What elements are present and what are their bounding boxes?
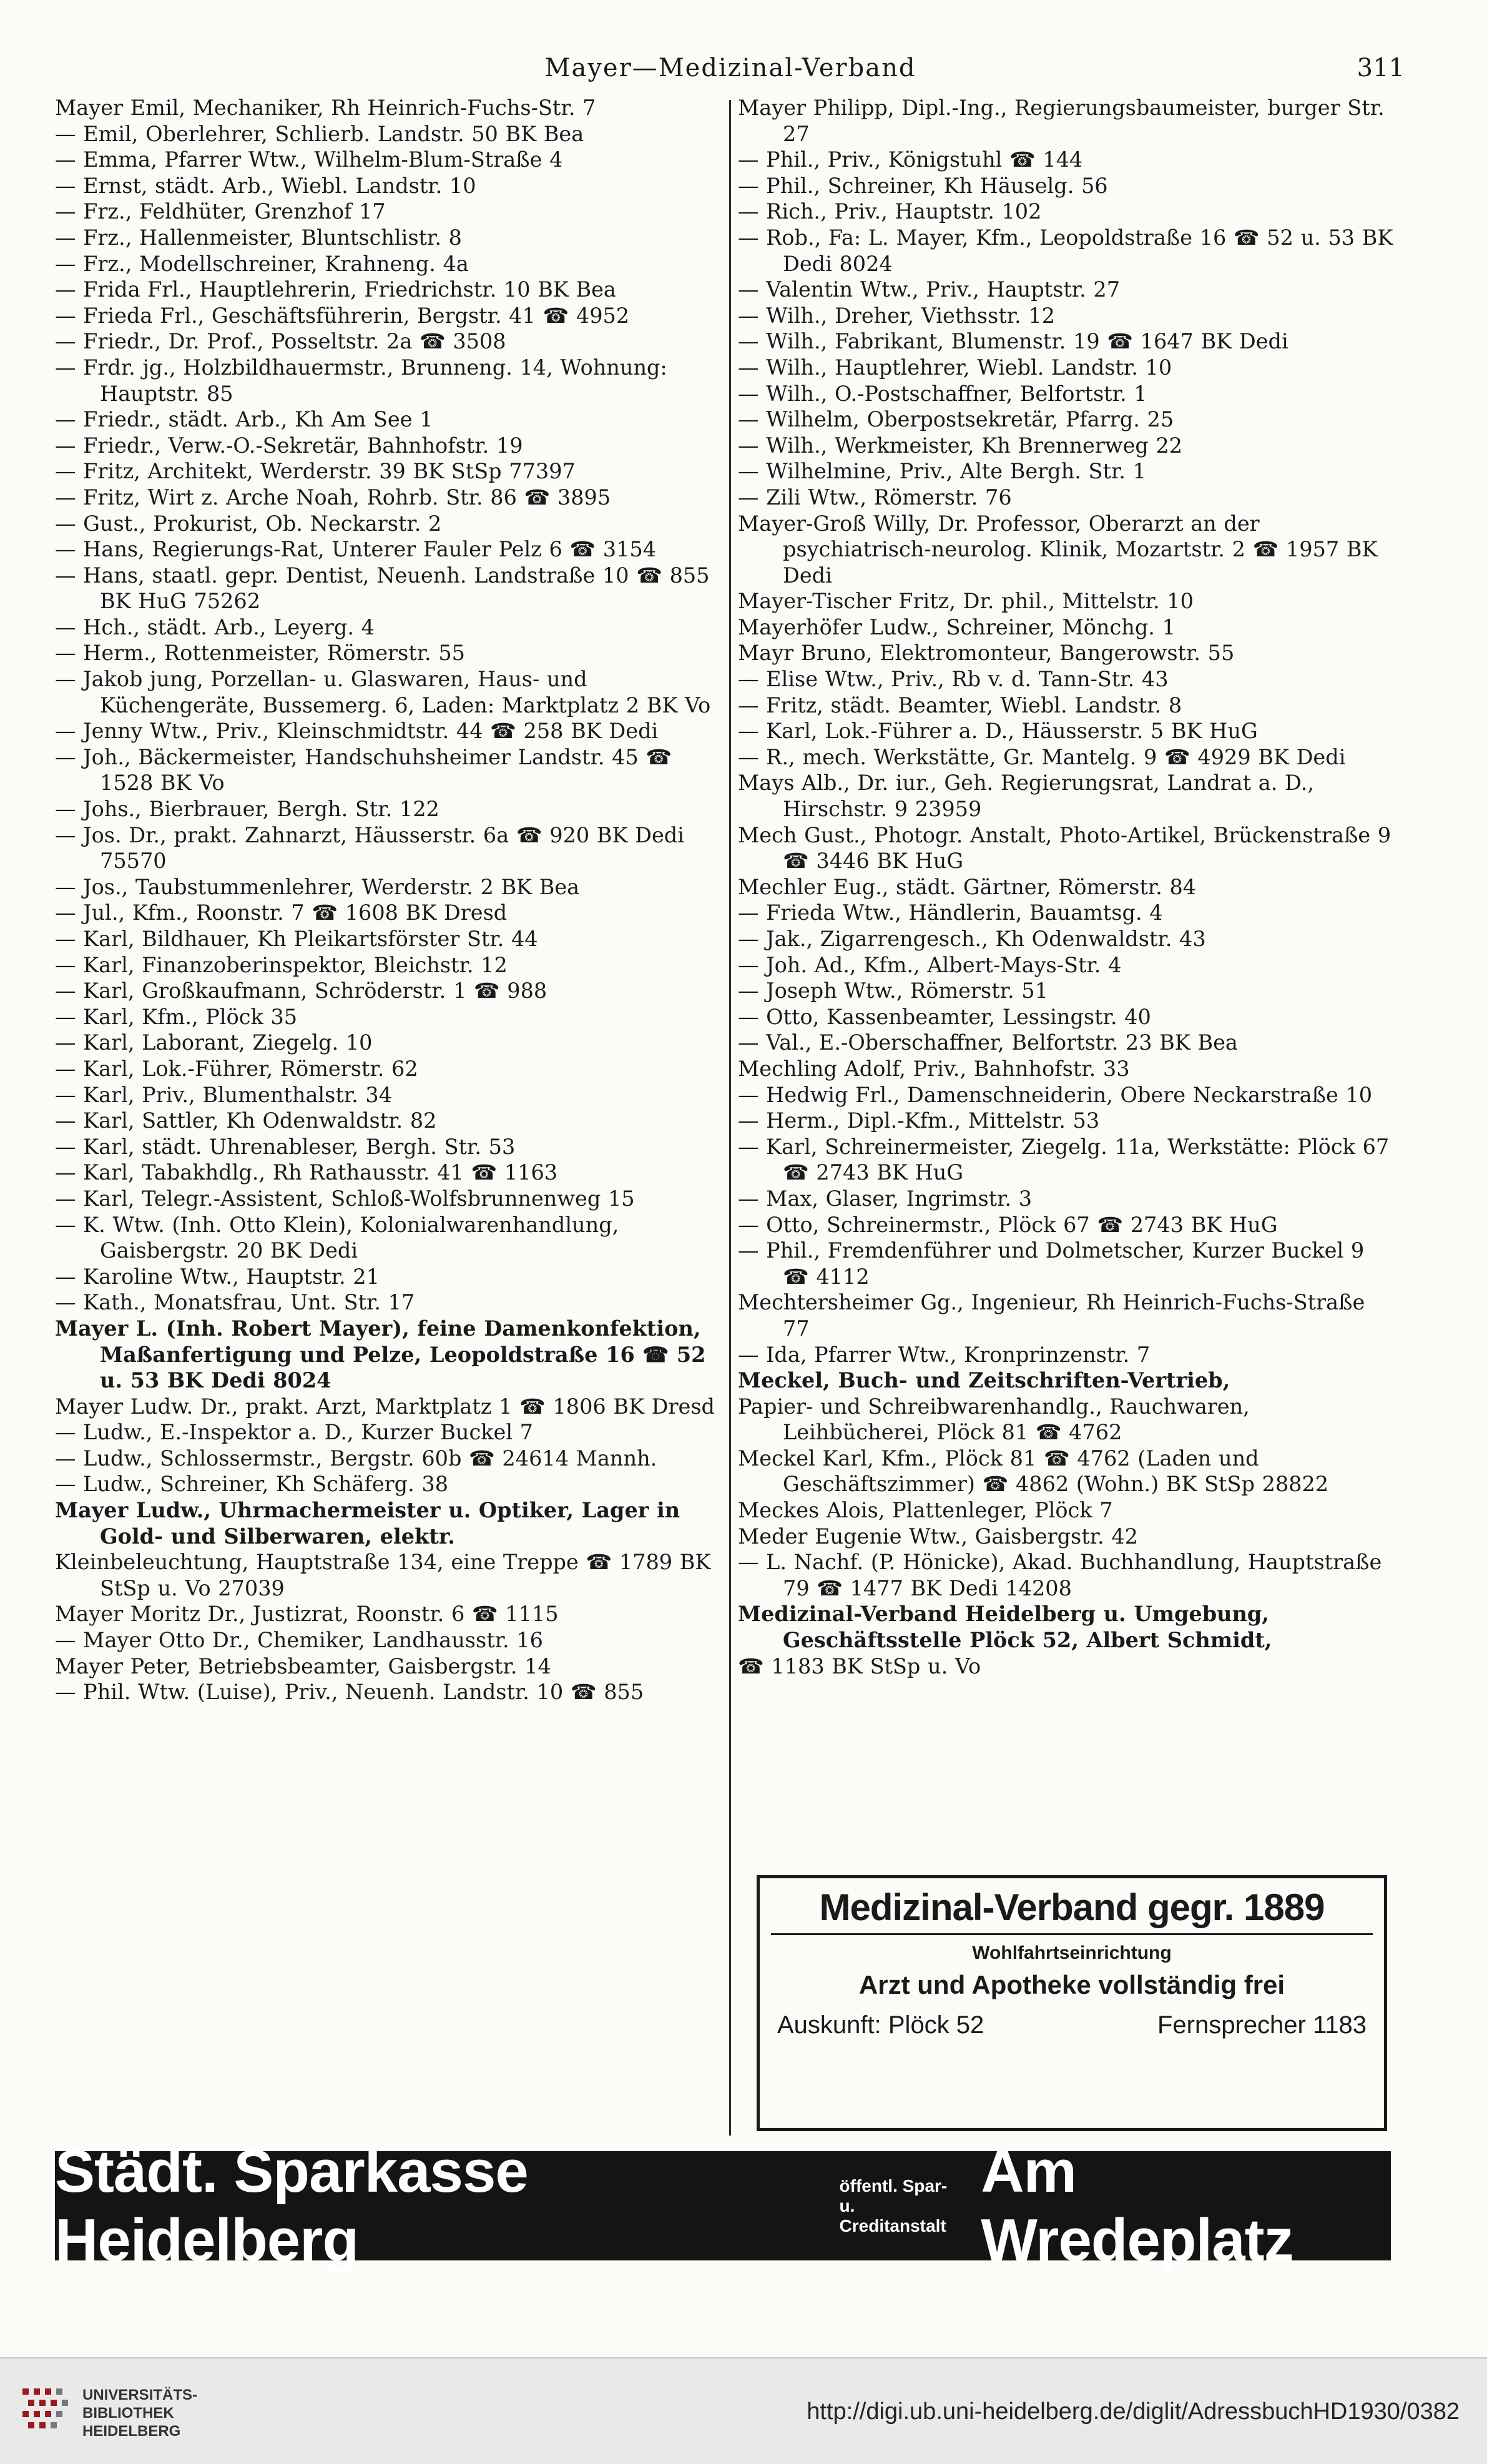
ad-main-text: Arzt und Apotheke vollständig frei — [858, 1970, 1285, 1999]
directory-entry: — Frieda Wtw., Händlerin, Bauamtsg. 4 — [738, 900, 1163, 925]
directory-entry: — Karl, Lok.-Führer, Römerstr. 62 — [55, 1056, 418, 1081]
directory-entry: — Ida, Pfarrer Wtw., Kronprinzenstr. 7 — [738, 1342, 1151, 1367]
directory-entry: — Friedr., städt. Arb., Kh Am See 1 — [55, 407, 433, 432]
right-column — [738, 95, 1393, 1679]
directory-entry: — Karl, Sattler, Kh Odenwaldstr. 82 — [55, 1108, 437, 1133]
directory-entry: Medizinal-Verband Heidelberg u. Umgebung, Geschäftsstelle Plöck 52, Albert Schmidt, — [738, 1602, 1272, 1653]
directory-entry: — Jos., Taubstummenlehrer, Werderstr. 2 BK Bea — [55, 874, 580, 899]
directory-entry: — Zili Wtw., Römerstr. 76 — [738, 485, 1012, 510]
banner-right-text: Am Wredeplatz — [981, 2137, 1293, 2274]
directory-entry: — R., mech. Werkstätte, Gr. Mantelg. 9 ☎ 4929 BK Dedi — [738, 744, 1346, 769]
directory-entry: Mech Gust., Photogr. Anstalt, Photo-Artikel, Brückenstraße 9 ☎ 3446 BK HuG — [738, 822, 1391, 874]
directory-entry: Kleinbeleuchtung, Hauptstraße 134, eine Treppe ☎ 1789 BK StSp u. Vo 27039 — [55, 1550, 711, 1600]
directory-entry: — Emma, Pfarrer Wtw., Wilhelm-Blum-Straße 4 — [55, 147, 563, 172]
ad-title: Medizinal-Verband gegr. 1889 — [771, 1885, 1373, 1935]
directory-entry: — Jenny Wtw., Priv., Kleinschmidtstr. 44 ☎ 258 BK Dedi — [55, 719, 659, 744]
directory-entry: — Friedr., Dr. Prof., Posseltstr. 2a ☎ 3508 — [55, 329, 506, 354]
directory-entry: — Joh. Ad., Kfm., Albert-Mays-Str. 4 — [738, 952, 1122, 977]
directory-entry: — K. Wtw. (Inh. Otto Klein), Kolonialwarenhandlung, Gaisbergstr. 20 BK Dedi — [55, 1212, 619, 1263]
directory-entry: Meckel Karl, Kfm., Plöck 81 ☎ 4762 (Laden und Geschäftszimmer) ☎ 4862 (Wohn.) BK StSp 28822 — [738, 1446, 1329, 1497]
directory-entry: ☎ 1183 BK StSp u. Vo — [738, 1653, 981, 1678]
directory-entry: Mayer-Groß Willy, Dr. Professor, Oberarzt an der psychiatrisch-neurolog. Klinik, Mozartstr. 2 ☎ 1957 BK Dedi — [738, 511, 1378, 588]
ad-info-phone: Fernsprecher 1183 — [1157, 2011, 1367, 2039]
directory-entry: — Karl, Telegr.-Assistent, Schloß-Wolfsbrunnenweg 15 — [55, 1186, 635, 1211]
directory-entry: — Karl, städt. Uhrenableser, Bergh. Str. 53 — [55, 1134, 516, 1159]
directory-entry: — Karoline Wtw., Hauptstr. 21 — [55, 1264, 380, 1289]
directory-entry: — Kath., Monatsfrau, Unt. Str. 17 — [55, 1290, 415, 1315]
directory-entry: — Frida Frl., Hauptlehrerin, Friedrichstr. 10 BK Bea — [55, 277, 616, 302]
directory-entry: Mayer Moritz Dr., Justizrat, Roonstr. 6 ☎ 1115 — [55, 1602, 559, 1627]
banner-small-text — [840, 2176, 964, 2236]
directory-entry: — Karl, Großkaufmann, Schröderstr. 1 ☎ 988 — [55, 978, 547, 1003]
column-divider — [729, 100, 731, 2136]
directory-entry: — Valentin Wtw., Priv., Hauptstr. 27 — [738, 277, 1121, 302]
ad-subtitle: Wohlfahrtseinrichtung — [972, 1943, 1172, 1963]
directory-entry: — Karl, Kfm., Plöck 35 — [55, 1004, 298, 1029]
banner-small-line2: Creditanstalt — [839, 2215, 946, 2235]
directory-entry: — Otto, Kassenbeamter, Lessingstr. 40 — [738, 1004, 1151, 1029]
directory-entry: — Frz., Hallenmeister, Bluntschlistr. 8 — [55, 225, 462, 250]
directory-entry: Mayer Philipp, Dipl.-Ing., Regierungsbaumeister, burger Str. 27 — [738, 96, 1385, 146]
directory-entry: — Herm., Dipl.-Kfm., Mittelstr. 53 — [738, 1108, 1100, 1133]
directory-entry: — Wilh., Dreher, Viethsstr. 12 — [738, 303, 1055, 328]
directory-entry: — Frdr. jg., Holzbildhauermstr., Brunneng. 14, Wohnung: Hauptstr. 85 — [55, 355, 667, 406]
directory-entry: — Ludw., Schlossermstr., Bergstr. 60b ☎ 24614 Mannh. — [55, 1446, 657, 1471]
directory-entry: — Frieda Frl., Geschäftsführerin, Bergstr. 41 ☎ 4952 — [55, 303, 630, 328]
directory-entry: Mayer Ludw. Dr., prakt. Arzt, Marktplatz 1 ☎ 1806 BK Dresd — [55, 1394, 715, 1419]
directory-entry: Meder Eugenie Wtw., Gaisbergstr. 42 — [738, 1524, 1138, 1549]
directory-entry: — Ernst, städt. Arb., Wiebl. Landstr. 10 — [55, 173, 476, 198]
directory-entry: — Karl, Tabakhdlg., Rh Rathausstr. 41 ☎ 1163 — [55, 1160, 558, 1185]
directory-entry: — Joseph Wtw., Römerstr. 51 — [738, 978, 1048, 1003]
directory-entry: — Emil, Oberlehrer, Schlierb. Landstr. 50 BK Bea — [55, 121, 584, 146]
directory-entry: — Hch., städt. Arb., Leyerg. 4 — [55, 614, 375, 639]
directory-entry: — Wilhelmine, Priv., Alte Bergh. Str. 1 — [738, 459, 1146, 484]
directory-entry: Mechtersheimer Gg., Ingenieur, Rh Heinrich-Fuchs-Straße 77 — [738, 1290, 1365, 1341]
directory-entry: — Phil., Priv., Königstuhl ☎ 144 — [738, 147, 1083, 172]
banner-small-line1: öffentl. Spar- u. — [839, 2176, 948, 2215]
page-title: Mayer—Medizinal-Verband — [544, 54, 916, 82]
directory-entry: — Wilh., Hauptlehrer, Wiebl. Landstr. 10 — [738, 355, 1172, 380]
directory-entry: — Wilh., Fabrikant, Blumenstr. 19 ☎ 1647 BK Dedi — [738, 329, 1288, 354]
directory-entry: — Karl, Laborant, Ziegelg. 10 — [55, 1030, 373, 1055]
directory-entry: — Frz., Feldhüter, Grenzhof 17 — [55, 199, 386, 224]
source-url-link[interactable]: http://digi.ub.uni-heidelberg.de/diglit/AdressbuchHD1930/0382 — [807, 2398, 1460, 2425]
directory-entry: — Frz., Modellschreiner, Krahneng. 4a — [55, 251, 469, 276]
directory-entry: — Johs., Bierbrauer, Bergh. Str. 122 — [55, 797, 439, 822]
directory-entry: — Karl, Lok.-Führer a. D., Häusserstr. 5 BK HuG — [738, 719, 1258, 744]
directory-entry: — Ludw., Schreiner, Kh Schäferg. 38 — [55, 1472, 449, 1497]
directory-entry: Mayer-Tischer Fritz, Dr. phil., Mittelstr. 10 — [738, 589, 1194, 614]
directory-entry: Papier- und Schreibwarenhandlg., Rauchwaren, Leihbücherei, Plöck 81 ☎ 4762 — [738, 1394, 1250, 1445]
ad-footer — [771, 2011, 1373, 2039]
directory-entry: — Jakob jung, Porzellan- u. Glaswaren, Haus- und Küchengeräte, Bussemerg. 6, Laden: Marktplatz 2 BK Vo — [55, 667, 711, 717]
library-name — [82, 2386, 197, 2440]
directory-entry: — Fritz, städt. Beamter, Wiebl. Landstr. 8 — [738, 692, 1182, 717]
library-name-line3: HEIDELBERG — [82, 2423, 181, 2440]
left-column — [55, 95, 726, 1705]
directory-entry: Mayer Peter, Betriebsbeamter, Gaisbergstr. 14 — [55, 1653, 551, 1678]
directory-entry: Mays Alb., Dr. iur., Geh. Regierungsrat, Landrat a. D., Hirschstr. 9 23959 — [738, 771, 1315, 822]
directory-entry: Mechler Eug., städt. Gärtner, Römerstr. 84 — [738, 874, 1197, 899]
directory-entry: Meckes Alois, Plattenleger, Plöck 7 — [738, 1498, 1113, 1523]
directory-entry: — Wilh., Werkmeister, Kh Brennerweg 22 — [738, 433, 1183, 458]
banner-left-text: Städt. Sparkasse Heidelberg — [55, 2137, 528, 2274]
directory-entry: — Fritz, Architekt, Werderstr. 39 BK StSp 77397 — [55, 459, 576, 484]
directory-entry: — Karl, Bildhauer, Kh Pleikartsförster Str. 44 — [55, 927, 538, 951]
directory-entry: — Max, Glaser, Ingrimstr. 3 — [738, 1186, 1033, 1211]
directory-entry: — Karl, Finanzoberinspektor, Bleichstr. 12 — [55, 952, 508, 977]
directory-entry: — Wilhelm, Oberpostsekretär, Pfarrg. 25 — [738, 407, 1174, 432]
directory-entry: — Gust., Prokurist, Ob. Neckarstr. 2 — [55, 511, 442, 536]
directory-entry: — Phil. Wtw. (Luise), Priv., Neuenh. Landstr. 10 ☎ 855 — [55, 1680, 644, 1705]
directory-entry: — Mayer Otto Dr., Chemiker, Landhausstr. 16 — [55, 1628, 543, 1653]
directory-entry: Mechling Adolf, Priv., Bahnhofstr. 33 — [738, 1056, 1130, 1081]
directory-entry: — Jos. Dr., prakt. Zahnarzt, Häusserstr. 6a ☎ 920 BK Dedi 75570 — [55, 822, 684, 874]
directory-entry: — Val., E.-Oberschaffner, Belfortstr. 23 BK Bea — [738, 1030, 1238, 1055]
sparkasse-banner — [55, 2137, 1391, 2274]
directory-entry: — Joh., Bäckermeister, Handschuhsheimer Landstr. 45 ☎ 1528 BK Vo — [55, 744, 672, 796]
directory-entry: — Jul., Kfm., Roonstr. 7 ☎ 1608 BK Dresd — [55, 900, 508, 925]
directory-entry: — Phil., Schreiner, Kh Häuselg. 56 — [738, 173, 1108, 198]
directory-entry: Mayer L. (Inh. Robert Mayer), feine Damenkonfektion, Maßanfertigung und Pelze, Leopoldstraße 16 ☎ 52 u. 53 BK Dedi 8024 — [55, 1316, 706, 1393]
directory-entry: Mayer Ludw., Uhrmachermeister u. Optiker, Lager in Gold- und Silberwaren, elektr. — [55, 1498, 680, 1549]
library-name-line1: UNIVERSITÄTS- — [82, 2387, 198, 2403]
directory-entry: Mayerhöfer Ludw., Schreiner, Mönchg. 1 — [738, 614, 1175, 639]
university-library-logo-icon — [17, 2383, 74, 2440]
directory-entry: — Herm., Rottenmeister, Römerstr. 55 — [55, 641, 465, 666]
directory-entry: — Jak., Zigarrengesch., Kh Odenwaldstr. 43 — [738, 927, 1206, 951]
ad-info-address: Auskunft: Plöck 52 — [777, 2011, 984, 2039]
directory-entry: Mayer Emil, Mechaniker, Rh Heinrich-Fuchs-Str. 7 — [55, 96, 596, 120]
directory-entry: — Friedr., Verw.-O.-Sekretär, Bahnhofstr. 19 — [55, 433, 523, 458]
directory-entry: — Wilh., O.-Postschaffner, Belfortstr. 1 — [738, 381, 1147, 406]
directory-entry: Mayr Bruno, Elektromonteur, Bangerowstr. 55 — [738, 641, 1235, 666]
medizinal-verband-advertisement — [757, 1875, 1387, 2131]
directory-entry: — Fritz, Wirt z. Arche Noah, Rohrb. Str. 86 ☎ 3895 — [55, 485, 611, 510]
directory-entry: — Hedwig Frl., Damenschneiderin, Obere Neckarstraße 10 — [738, 1082, 1373, 1107]
viewer-footer — [0, 2357, 1487, 2464]
directory-entry: — Rob., Fa: L. Mayer, Kfm., Leopoldstraße 16 ☎ 52 u. 53 BK Dedi 8024 — [738, 225, 1393, 276]
directory-entry: — Phil., Fremdenführer und Dolmetscher, Kurzer Buckel 9 ☎ 4112 — [738, 1238, 1365, 1289]
running-head — [56, 49, 1405, 92]
directory-entry: — Karl, Schreinermeister, Ziegelg. 11a, Werkstätte: Plöck 67 ☎ 2743 BK HuG — [738, 1134, 1390, 1185]
directory-entry: — Karl, Priv., Blumenthalstr. 34 — [55, 1082, 393, 1107]
directory-entry: — Hans, Regierungs-Rat, Unterer Fauler Pelz 6 ☎ 3154 — [55, 537, 657, 562]
directory-entry: — Otto, Schreinermstr., Plöck 67 ☎ 2743 BK HuG — [738, 1212, 1278, 1237]
page-number: 311 — [1357, 54, 1405, 82]
directory-entry: Meckel, Buch- und Zeitschriften-Vertrieb, — [738, 1368, 1230, 1393]
directory-entry: — Elise Wtw., Priv., Rb v. d. Tann-Str. 43 — [738, 667, 1169, 692]
directory-entry: — Rich., Priv., Hauptstr. 102 — [738, 199, 1042, 224]
directory-entry: — Ludw., E.-Inspektor a. D., Kurzer Buckel 7 — [55, 1420, 534, 1445]
directory-entry: — Hans, staatl. gepr. Dentist, Neuenh. Landstraße 10 ☎ 855 BK HuG 75262 — [55, 563, 710, 614]
directory-entry: — L. Nachf. (P. Hönicke), Akad. Buchhandlung, Hauptstraße 79 ☎ 1477 BK Dedi 14208 — [738, 1550, 1382, 1600]
library-name-line2: BIBLIOTHEK — [82, 2405, 174, 2422]
